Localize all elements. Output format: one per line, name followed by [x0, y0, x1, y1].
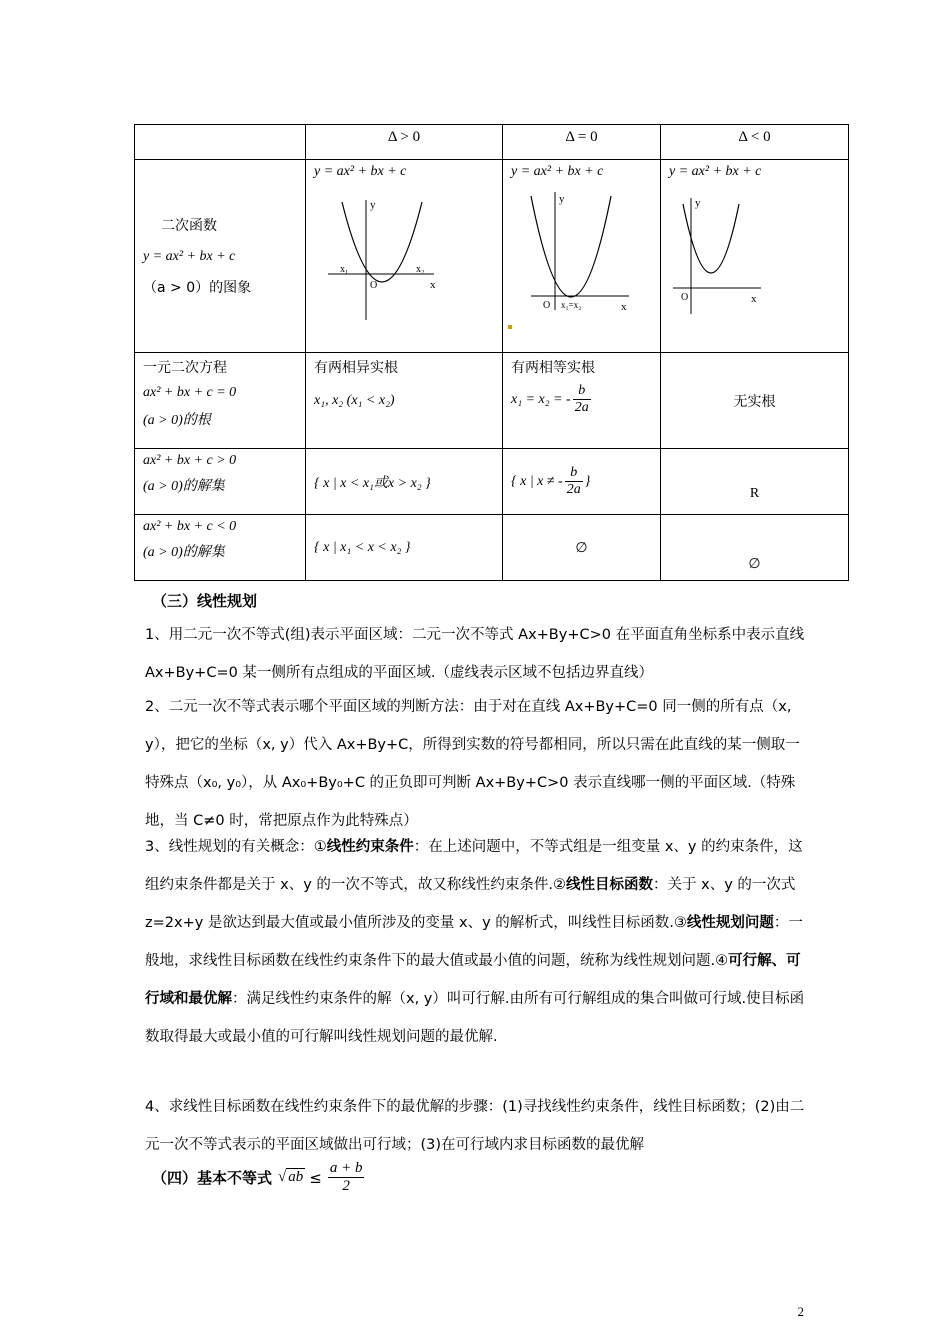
gt-cell-zero: { x | x ≠ - $\frac{b}{2a}$ } [503, 449, 661, 515]
svg-text:O: O [370, 280, 378, 291]
sqrt-ab: √ ab [278, 1169, 304, 1185]
graph-row-label: 二次函数 y = ax² + bx + c （a > 0）的图象 [135, 160, 306, 353]
gt-cell-positive: { x | x < x₁或x > x₂ } [306, 449, 503, 515]
section3-paragraph-4: 4、求线性目标函数在线性约束条件下的最优解的步骤：(1)寻找线性约束条件，线性目标函数；(2)由二元一次不等式表示的平面区域做出可行域；(3)在可行域内求目标函数的最优解 [145, 1099, 805, 1153]
svg-text:x: x [621, 301, 627, 313]
table-row-roots [135, 353, 849, 449]
svg-text:x₁: x₁ [340, 264, 349, 275]
section3-paragraph-3: 3、线性规划的有关概念：①线性约束条件：在上述问题中，不等式组是一组变量 x、y 的约束条件，这组约束条件都是关于 x、y 的一次不等式，故又称线性约束条件.②线性目标函数：关于 x、y 的一次式 z=2x+y 是欲达到最大值或最小值所涉及的变量 x、y 的解析式，叫线性目标函数.③线性规划问题：一般地，求线性目标函数在线性约束条件下的最大值或最小值的问题，统称为线性规划问题.④可行解、可行域和最优解：满足线性约束条件的解（x, y）叫可行解.由所有可行解组成的集合叫做可行域.使目标函数取得最大或最小值的可行解叫线性规划问题的最优解. [145, 839, 805, 1045]
lt-cell-positive: { x | x₁ < x < x₂ } [306, 515, 503, 581]
lt-cell-zero: ∅ [503, 515, 661, 581]
svg-text:O: O [543, 300, 551, 311]
svg-text:y: y [370, 199, 376, 211]
graph-cell-positive: y = ax² + bx + c y x O x₁ x₂ [306, 160, 503, 353]
graph-cell-negative: y = ax² + bx + c y x O [661, 160, 849, 353]
table-header-row [135, 125, 849, 160]
svg-text:x: x [751, 293, 757, 305]
svg-text:x₁=x₂: x₁=x₂ [561, 300, 582, 310]
header-delta-negative: Δ < 0 [661, 125, 849, 160]
svg-text:O: O [681, 292, 689, 303]
graph-cell-zero: y = ax² + bx + c y x O x₁=x₂ [503, 160, 661, 353]
svg-text:x: x [430, 279, 436, 291]
parabola-graph-two-roots [324, 192, 444, 322]
table-row-graph [135, 160, 849, 353]
gt-cell-negative: R [661, 449, 849, 515]
parabola-graph-one-root [511, 188, 631, 318]
section3-heading: （三）线性规划 [152, 592, 258, 610]
header-empty-cell [135, 125, 306, 160]
roots-row-label: 一元二次方程 ax² + bx + c = 0 (a > 0)的根 [135, 353, 306, 449]
stray-mark [508, 325, 512, 329]
quadratic-summary-table [134, 124, 849, 581]
a-plus-b-over-2-fraction: $\frac{a + b}{2}$ [329, 1160, 363, 1194]
section3-paragraph-1: 1、用二元一次不等式(组)表示平面区域：二元一次不等式 Ax+By+C>0 在平面直角坐标系中表示直线 Ax+By+C=0 某一侧所有点组成的平面区域.（虚线表示区域不包括边界直线） [145, 627, 805, 681]
header-delta-zero: Δ = 0 [503, 125, 661, 160]
roots-cell-negative: 无实根 [661, 353, 849, 449]
page-number: 2 [797, 1304, 804, 1319]
roots-cell-positive: 有两相异实根 x₁, x₂ (x₁ < x₂) [306, 353, 503, 449]
roots-cell-zero: 有两相等实根 x₁ = x₂ = - $\frac{b}{2a}$ [503, 353, 661, 449]
parabola-graph-no-root [669, 192, 789, 322]
svg-text:y: y [559, 193, 565, 205]
svg-text:y: y [695, 197, 701, 209]
table-row-less-than [135, 515, 849, 581]
minus-b-over-2a-fraction: $\frac{b}{2a}$ [566, 465, 581, 497]
svg-text:x₂: x₂ [416, 264, 425, 275]
minus-b-over-2a-fraction: $\frac{b}{2a}$ [574, 383, 589, 415]
header-delta-positive: Δ > 0 [306, 125, 503, 160]
lt-row-label: ax² + bx + c < 0 (a > 0)的解集 [135, 515, 306, 581]
gt-row-label: ax² + bx + c > 0 (a > 0)的解集 [135, 449, 306, 515]
lt-cell-negative: ∅ [661, 515, 849, 581]
table-row-greater-than [135, 449, 849, 515]
section3-paragraph-2: 2、二元一次不等式表示哪个平面区域的判断方法：由于对在直线 Ax+By+C=0 同一侧的所有点（x, y），把它的坐标（x, y）代入 Ax+By+C，所得到实数的符号都相同，所以只需在此直线的某一侧取一特殊点（x₀, y₀），从 Ax₀+By₀+C 的正负即可判断 Ax+By+C>0 表示直线哪一侧的平面区域.（特殊地，当 C≠0 时，常把原点作为此特殊点） [145, 699, 800, 829]
section4-heading: （四）基本不等式 √ ab ≤ $\frac{a + b}{2}$ [152, 1160, 363, 1194]
